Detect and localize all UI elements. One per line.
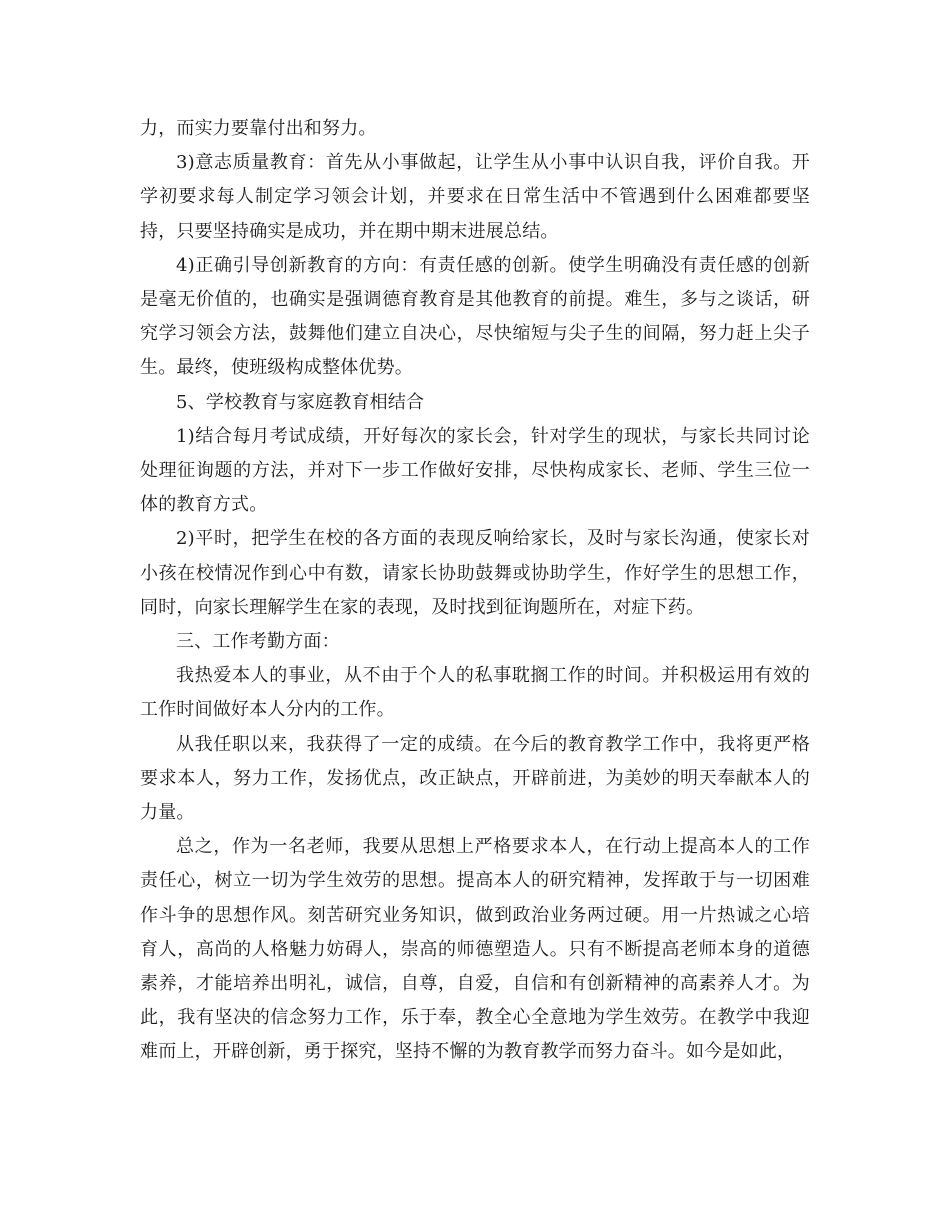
paragraph-parent-communication: 2)平时，把学生在校的各方面的表现反响给家长，及时与家长沟通，使家长对小孩在校情况作到心中有数，请家长协助鼓舞或协助学生，作好学生的思想工作，同时，向家长理解学生在家的表现，及时找到征询题所在，对症下药。 bbox=[140, 528, 810, 618]
paragraph-willpower-education: 3)意志质量教育：首先从小事做起，让学生从小事中认识自我，评价自我。开学初要求每人制定学习领会计划，并要求在日常生活中不管遇到什么困难都要坚持，只要坚持确实是成功，并在期中期末进展总结。 bbox=[140, 152, 810, 242]
paragraph-achievements: 从我任职以来，我获得了一定的成绩。在今后的教育教学工作中，我将更严格要求本人，努力工作，发扬优点，改正缺点，开辟前进，为美妙的明天奉献本人的力量。 bbox=[140, 733, 810, 824]
paragraph-conclusion: 总之，作为一名老师，我要从思想上严格要求本人，在行动上提高本人的工作责任心，树立一切为学生效劳的思想。提高本人的研究精神，发挥敢于与一切困难作斗争的思想作风。刻苦研究业务知识，做到政治业务两过硬。用一片热诚之心培育人，高尚的人格魅力妨碍人，崇高的师德塑造人。只有不断提高老师本身的道德素养，才能培养出明礼，诚信，自尊，自爱，自信和有创新精神的高素养人才。为此，我有坚决的信念努力工作，乐于奉，教全心全意地为学生效劳。在教学中我迎难而上，开辟创新，勇于探究，坚持不懈的为教育教学而努力奋斗。如今是如此， bbox=[140, 836, 810, 1063]
paragraph-continuation: 力，而实力要靠付出和努力。 bbox=[140, 118, 377, 139]
paragraph-work-dedication: 我热爱本人的事业，从不由于个人的私事耽搁工作的时间。并积极运用有效的工作时间做好本人分内的工作。 bbox=[140, 665, 810, 721]
section-heading-school-family: 5、学校教育与家庭教育相结合 bbox=[176, 391, 425, 413]
paragraph-parent-meetings: 1)结合每月考试成绩，开好每次的家长会，针对学生的现状，与家长共同讨论处理征询题的方法，并对下一步工作做好安排，尽快构成家长、老师、学生三位一体的教育方式。 bbox=[140, 425, 810, 516]
document-body bbox=[140, 112, 810, 1070]
paragraph-innovation-education: 4)正确引导创新教育的方向：有责任感的创新。使学生明确没有责任感的创新是毫无价值的，也确实是强调德育教育是其他教育的前提。难生，多与之谈话，研究学习领会方法，鼓舞他们建立自决心，尽快缩短与尖子生的间隔，努力赶上尖子生。最终，使班级构成整体优势。 bbox=[140, 254, 810, 379]
section-heading-attendance: 三、工作考勤方面： bbox=[176, 631, 340, 653]
